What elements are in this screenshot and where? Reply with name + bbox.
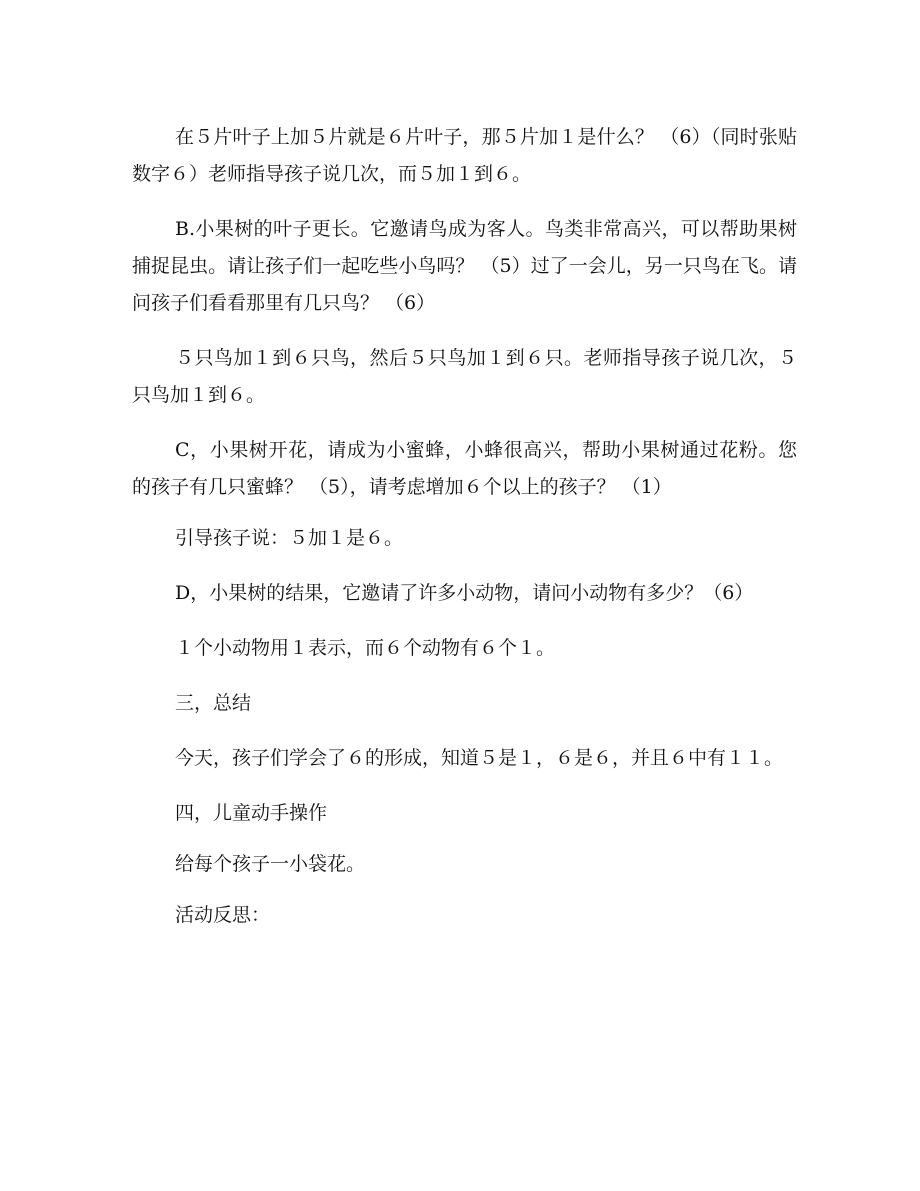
paragraph: 今天，孩子们学会了６的形成，知道５是１，６是６，并且６中有１１。 <box>175 747 784 769</box>
paragraph: 给每个孩子一小袋花。 <box>175 853 366 875</box>
section-heading: 四，儿童动手操作 <box>175 802 328 824</box>
paragraph: D，小果树的结果，它邀请了许多小动物，请问小动物有多少？（6） <box>175 582 754 604</box>
paragraph: １个小动物用１表示，而６个动物有６个１。 <box>175 637 556 659</box>
section-heading: 三，总结 <box>175 692 252 714</box>
paragraph: 活动反思： <box>175 904 271 926</box>
paragraph: 在５片叶子上加５片就是６片叶子，那５片加１是什么？ （6）（同时张贴数字６）老师指导孩子说几次，而５加１到６。 <box>132 126 797 185</box>
paragraph: B.小果树的叶子更长。它邀请鸟成为客人。鸟类非常高兴，可以帮助果树捕捉昆虫。请让孩子们一起吃些小鸟吗？ （5）过了一会儿，另一只鸟在飞。请问孩子们看看那里有几只鸟？ （6） <box>132 218 797 314</box>
document-body <box>132 119 797 934</box>
paragraph: ５只鸟加１到６只鸟，然后５只鸟加１到６只。老师指导孩子说几次，５只鸟加１到６。 <box>132 347 797 406</box>
paragraph: C，小果树开花，请成为小蜜蜂，小蜂很高兴，帮助小果树通过花粉。您的孩子有几只蜜蜂？ （5），请考虑增加６个以上的孩子？ （1） <box>132 439 797 498</box>
paragraph: 引导孩子说：５加１是６。 <box>175 527 404 549</box>
